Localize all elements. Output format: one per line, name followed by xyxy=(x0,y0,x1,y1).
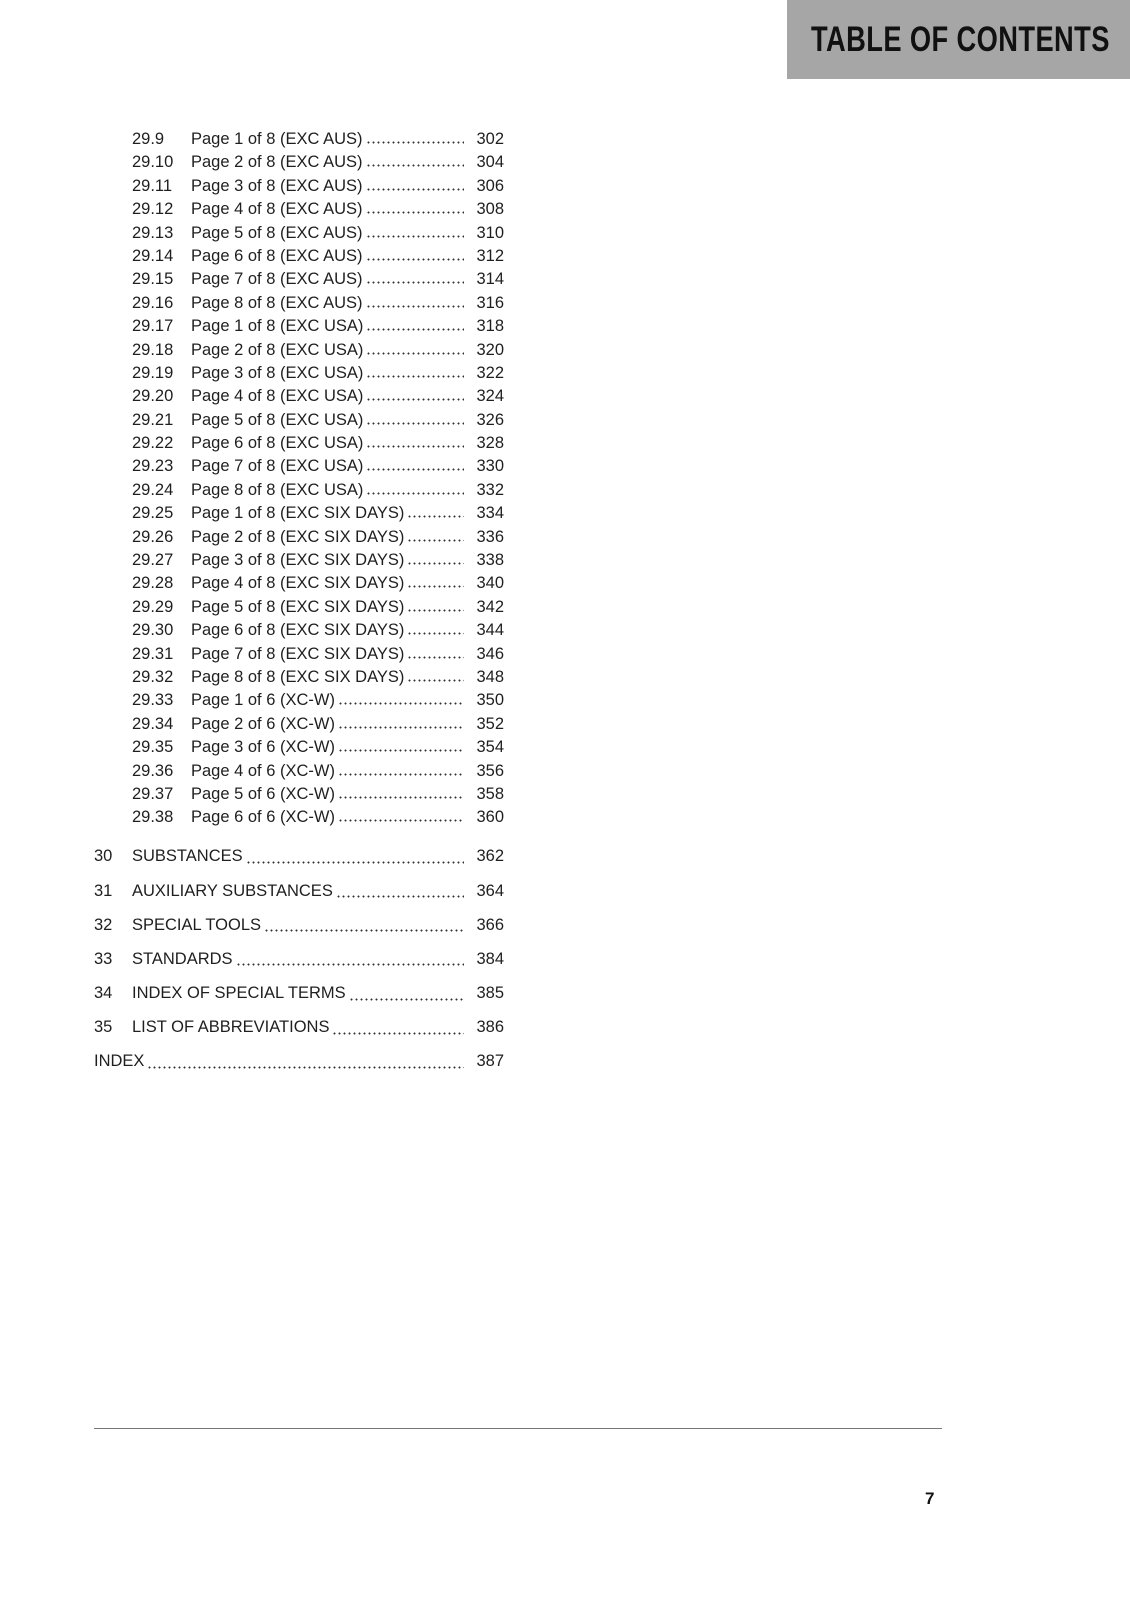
entry-number: 29.21 xyxy=(132,410,174,429)
entry-title: Page 4 of 8 (EXC SIX DAYS) xyxy=(191,574,405,593)
dot-leader xyxy=(338,819,464,822)
toc-entry[interactable] xyxy=(94,551,504,574)
entry-number: 29.38 xyxy=(132,808,174,827)
toc-entry[interactable] xyxy=(94,457,504,480)
dot-leader xyxy=(366,445,464,448)
entry-number: 29.34 xyxy=(132,714,174,733)
dot-leader xyxy=(338,773,464,776)
dot-leader xyxy=(407,632,464,635)
entry-number: 29.20 xyxy=(132,387,174,406)
subsection-list xyxy=(94,130,504,832)
entry-page: 386 xyxy=(476,1018,504,1037)
toc-entry[interactable] xyxy=(94,481,504,504)
entry-title: Page 6 of 8 (EXC SIX DAYS) xyxy=(191,621,405,640)
entry-number: 29.17 xyxy=(132,317,174,336)
entry-title: LIST OF ABBREVIATIONS xyxy=(132,1018,330,1037)
entry-title: STANDARDS xyxy=(132,949,233,968)
entry-title: Page 8 of 8 (EXC SIX DAYS) xyxy=(191,667,405,686)
entry-page: 332 xyxy=(476,480,504,499)
entry-page: 320 xyxy=(476,340,504,359)
entry-title: Page 2 of 8 (EXC AUS) xyxy=(191,153,363,172)
dot-leader xyxy=(366,211,464,214)
dot-leader xyxy=(366,164,464,167)
entry-page: 322 xyxy=(476,363,504,382)
entry-title: Page 1 of 8 (EXC SIX DAYS) xyxy=(191,504,405,523)
entry-title: SPECIAL TOOLS xyxy=(132,915,262,934)
entry-title: Page 1 of 8 (EXC AUS) xyxy=(191,130,363,148)
entry-number: 29.30 xyxy=(132,621,174,640)
entry-number: 29.14 xyxy=(132,246,174,265)
dot-leader xyxy=(366,422,464,425)
entry-page: 340 xyxy=(476,574,504,593)
toc-entry[interactable] xyxy=(94,691,504,714)
entry-title: Page 6 of 8 (EXC AUS) xyxy=(191,246,363,265)
entry-number: 29.24 xyxy=(132,480,174,499)
dot-leader xyxy=(338,796,464,799)
toc-entry[interactable] xyxy=(94,130,504,153)
toc-entry[interactable] xyxy=(94,387,504,410)
toc-entry[interactable] xyxy=(94,504,504,527)
entry-title: Page 8 of 8 (EXC AUS) xyxy=(191,293,363,312)
entry-page: 310 xyxy=(476,223,504,242)
entry-number: 29.33 xyxy=(132,691,174,710)
entry-page: 385 xyxy=(476,984,504,1003)
dot-leader xyxy=(366,398,464,401)
entry-title: INDEX xyxy=(94,1052,145,1071)
entry-number: 29.31 xyxy=(132,644,174,663)
entry-title: Page 3 of 6 (XC-W) xyxy=(191,738,335,757)
toc-entry[interactable] xyxy=(94,411,504,434)
toc-entry[interactable] xyxy=(94,785,504,808)
toc-entry[interactable] xyxy=(94,200,504,223)
toc-entry[interactable] xyxy=(94,294,504,317)
dot-leader xyxy=(366,305,464,308)
toc-entry-index[interactable] xyxy=(94,1045,504,1079)
entry-title: Page 5 of 8 (EXC AUS) xyxy=(191,223,363,242)
entry-page: 366 xyxy=(476,915,504,934)
toc-entry[interactable] xyxy=(94,224,504,247)
dot-leader xyxy=(407,656,464,659)
entry-title: Page 1 of 8 (EXC USA) xyxy=(191,317,364,336)
entry-page: 318 xyxy=(476,317,504,336)
entry-title: SUBSTANCES xyxy=(132,847,243,866)
entry-page: 360 xyxy=(476,808,504,827)
entry-title: Page 8 of 8 (EXC USA) xyxy=(191,480,364,499)
entry-page: 326 xyxy=(476,410,504,429)
dot-leader xyxy=(349,998,464,1001)
entry-page: 344 xyxy=(476,621,504,640)
entry-title: Page 4 of 8 (EXC USA) xyxy=(191,387,364,406)
dot-leader xyxy=(246,861,464,864)
toc-entry[interactable] xyxy=(94,598,504,621)
dot-leader xyxy=(366,258,464,261)
entry-page: 348 xyxy=(476,667,504,686)
dot-leader xyxy=(366,141,464,144)
entry-number: 29.25 xyxy=(132,504,174,523)
toc-entry[interactable] xyxy=(94,153,504,176)
entry-page: 330 xyxy=(476,457,504,476)
toc-entry[interactable] xyxy=(94,177,504,200)
toc-entry[interactable] xyxy=(94,840,504,874)
toc-entry[interactable] xyxy=(94,270,504,293)
entry-number: 29.16 xyxy=(132,293,174,312)
entry-number: 29.22 xyxy=(132,434,174,453)
entry-number: 32 xyxy=(94,915,113,934)
entry-number: 29.23 xyxy=(132,457,174,476)
entry-page: 306 xyxy=(476,176,504,195)
dot-leader xyxy=(407,562,464,565)
entry-page: 387 xyxy=(476,1052,504,1071)
entry-page: 336 xyxy=(476,527,504,546)
entry-page: 308 xyxy=(476,200,504,219)
toc-entry[interactable] xyxy=(94,808,504,831)
toc-entry[interactable] xyxy=(94,341,504,364)
entry-number: 35 xyxy=(94,1018,113,1037)
entry-page: 338 xyxy=(476,551,504,570)
entry-title: Page 5 of 6 (XC-W) xyxy=(191,784,335,803)
entry-number: 33 xyxy=(94,949,113,968)
dot-leader xyxy=(147,1066,464,1069)
dot-leader xyxy=(336,895,464,898)
toc-entry[interactable] xyxy=(94,874,504,908)
entry-number: 29.29 xyxy=(132,597,174,616)
entry-title: Page 6 of 8 (EXC USA) xyxy=(191,434,364,453)
entry-page: 304 xyxy=(476,153,504,172)
entry-title: Page 5 of 8 (EXC USA) xyxy=(191,410,364,429)
entry-number: 29.32 xyxy=(132,667,174,686)
entry-title: Page 7 of 8 (EXC SIX DAYS) xyxy=(191,644,405,663)
toc-entry[interactable] xyxy=(94,645,504,668)
entry-number: 29.15 xyxy=(132,270,174,289)
dot-leader xyxy=(366,492,464,495)
toc-entry[interactable] xyxy=(94,247,504,270)
toc-entry[interactable] xyxy=(94,908,504,942)
dot-leader xyxy=(366,235,464,238)
entry-title: Page 6 of 6 (XC-W) xyxy=(191,808,335,827)
toc-entry[interactable] xyxy=(94,434,504,457)
entry-title: Page 2 of 6 (XC-W) xyxy=(191,714,335,733)
entry-page: 302 xyxy=(476,130,504,148)
entry-page: 316 xyxy=(476,293,504,312)
entry-number: 29.26 xyxy=(132,527,174,546)
dot-leader xyxy=(332,1032,464,1035)
entry-title: Page 7 of 8 (EXC AUS) xyxy=(191,270,363,289)
entry-number: 29.9 xyxy=(132,130,165,148)
entry-number: 29.19 xyxy=(132,363,174,382)
entry-number: 31 xyxy=(94,881,113,900)
toc-entry[interactable] xyxy=(94,738,504,761)
entry-number: 29.27 xyxy=(132,551,174,570)
dot-leader xyxy=(236,963,464,966)
chapter-list xyxy=(94,840,504,1045)
entry-page: 346 xyxy=(476,644,504,663)
entry-title: Page 2 of 8 (EXC USA) xyxy=(191,340,364,359)
entry-page: 358 xyxy=(476,784,504,803)
entry-page: 334 xyxy=(476,504,504,523)
entry-page: 350 xyxy=(476,691,504,710)
dot-leader xyxy=(366,281,464,284)
entry-title: Page 7 of 8 (EXC USA) xyxy=(191,457,364,476)
entry-title: Page 3 of 8 (EXC USA) xyxy=(191,363,364,382)
footer-divider xyxy=(94,1428,942,1429)
dot-leader xyxy=(338,726,464,729)
entry-number: 29.28 xyxy=(132,574,174,593)
entry-title: INDEX OF SPECIAL TERMS xyxy=(132,984,346,1003)
header-title: TABLE OF CONTENTS xyxy=(811,20,1110,59)
entry-title: AUXILIARY SUBSTANCES xyxy=(132,881,333,900)
toc-entry[interactable] xyxy=(94,317,504,340)
toc-entry[interactable] xyxy=(94,528,504,551)
entry-number: 29.36 xyxy=(132,761,174,780)
toc-entry[interactable] xyxy=(94,621,504,644)
toc-entry[interactable] xyxy=(94,762,504,785)
table-of-contents xyxy=(94,130,504,1079)
dot-leader xyxy=(366,375,464,378)
dot-leader xyxy=(366,188,464,191)
entry-page: 384 xyxy=(476,949,504,968)
toc-entry[interactable] xyxy=(94,574,504,597)
toc-entry[interactable] xyxy=(94,1011,504,1045)
entry-page: 328 xyxy=(476,434,504,453)
dot-leader xyxy=(407,609,464,612)
entry-page: 362 xyxy=(476,847,504,866)
dot-leader xyxy=(407,679,464,682)
entry-title: Page 3 of 8 (EXC AUS) xyxy=(191,176,363,195)
entry-page: 342 xyxy=(476,597,504,616)
toc-entry[interactable] xyxy=(94,715,504,738)
entry-number: 29.37 xyxy=(132,784,174,803)
entry-number: 29.13 xyxy=(132,223,174,242)
toc-entry[interactable] xyxy=(94,364,504,387)
entry-number: 29.10 xyxy=(132,153,174,172)
dot-leader xyxy=(407,515,464,518)
entry-title: Page 2 of 8 (EXC SIX DAYS) xyxy=(191,527,405,546)
entry-number: 29.35 xyxy=(132,738,174,757)
entry-title: Page 3 of 8 (EXC SIX DAYS) xyxy=(191,551,405,570)
entry-page: 314 xyxy=(476,270,504,289)
dot-leader xyxy=(264,929,464,932)
entry-number: 30 xyxy=(94,847,113,866)
entry-number: 29.12 xyxy=(132,200,174,219)
entry-page: 324 xyxy=(476,387,504,406)
page-number: 7 xyxy=(925,1489,935,1508)
dot-leader xyxy=(338,702,464,705)
entry-title: Page 4 of 8 (EXC AUS) xyxy=(191,200,363,219)
entry-title: Page 5 of 8 (EXC SIX DAYS) xyxy=(191,597,405,616)
section-header xyxy=(787,0,1130,79)
entry-page: 364 xyxy=(476,881,504,900)
dot-leader xyxy=(366,468,464,471)
entry-page: 356 xyxy=(476,761,504,780)
dot-leader xyxy=(338,749,464,752)
entry-number: 34 xyxy=(94,984,113,1003)
entry-number: 29.11 xyxy=(132,176,173,195)
entry-page: 354 xyxy=(476,738,504,757)
entry-page: 312 xyxy=(476,246,504,265)
toc-entry[interactable] xyxy=(94,668,504,691)
dot-leader xyxy=(366,352,464,355)
toc-entry[interactable] xyxy=(94,976,504,1010)
entry-title: Page 4 of 6 (XC-W) xyxy=(191,761,335,780)
entry-title: Page 1 of 6 (XC-W) xyxy=(191,691,335,710)
entry-number: 29.18 xyxy=(132,340,174,359)
dot-leader xyxy=(407,539,464,542)
toc-entry[interactable] xyxy=(94,942,504,976)
entry-page: 352 xyxy=(476,714,504,733)
dot-leader xyxy=(366,328,464,331)
dot-leader xyxy=(407,585,464,588)
